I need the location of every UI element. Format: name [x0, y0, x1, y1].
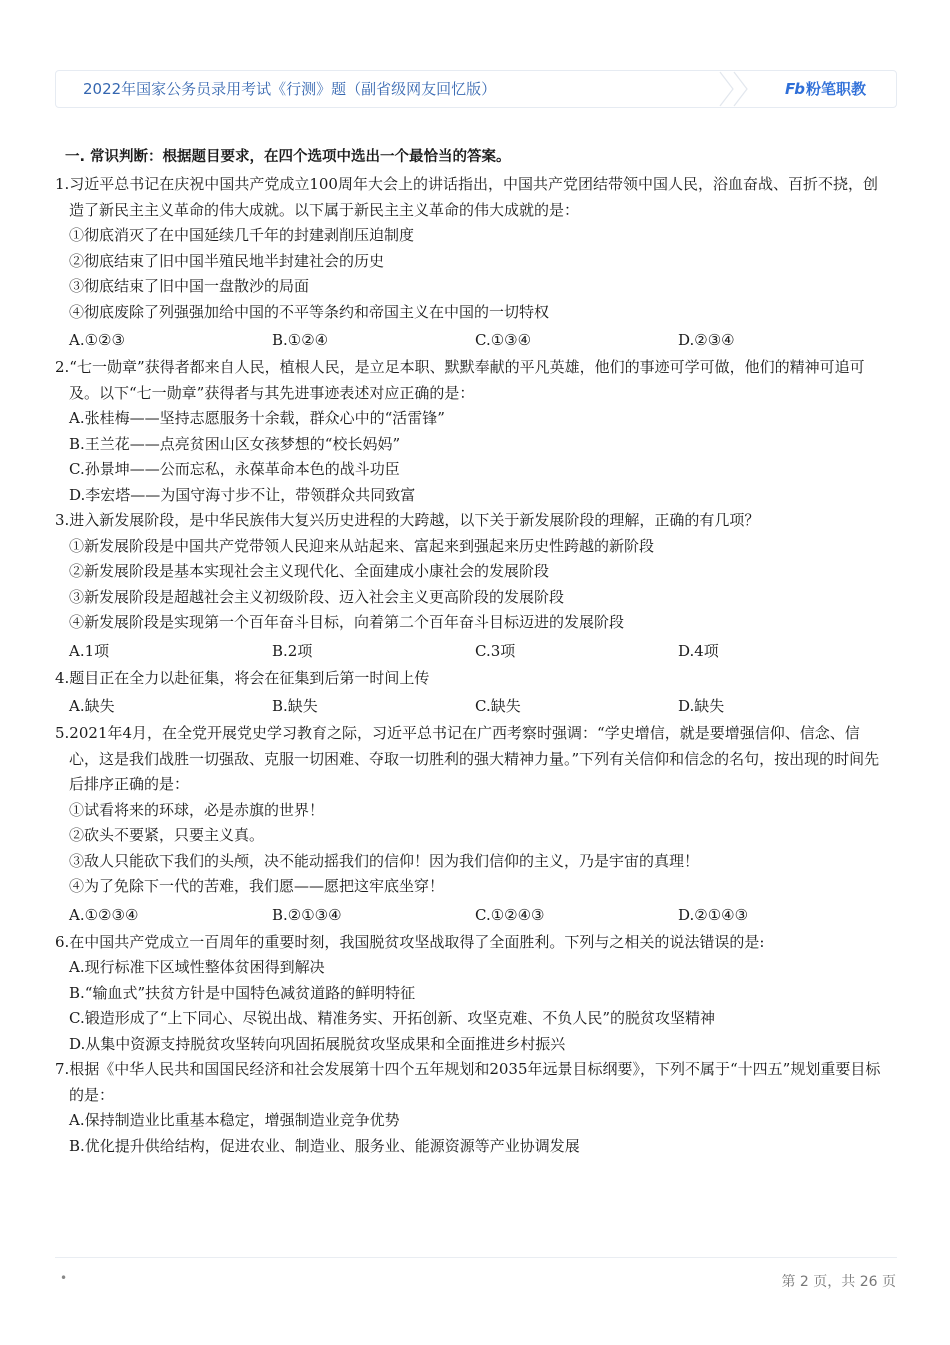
- question-3: [55, 508, 885, 666]
- brand-logo: [785, 71, 866, 107]
- question-6: [55, 930, 885, 1058]
- answer-option: A.①②③④: [69, 905, 139, 924]
- question-stem: 2.“七一勋章”获得者都来自人民，植根人民，是立足本职、默默奉献的平凡英雄，他们的事迹可学可做，他们的精神可追可及。以下“七一勋章”获得者与其先进事迹表述对应正确的是：: [55, 358, 865, 402]
- question-line: ④新发展阶段是实现第一个百年奋斗目标，向着第二个百年奋斗目标迈进的发展阶段: [69, 613, 625, 631]
- answer-option: A.1项: [69, 641, 110, 660]
- page-number: 第 2 页，共 26 页: [781, 1274, 896, 1290]
- answer-option: B.2项: [272, 641, 313, 660]
- answer-options: [55, 900, 885, 930]
- answer-option: C.3项: [475, 641, 516, 660]
- question-line: ③彻底结束了旧中国一盘散沙的局面: [69, 277, 310, 295]
- question-line: ①试看将来的环球，必是赤旗的世界！: [69, 800, 325, 819]
- question-line: D.李宏塔——为国守海寸步不让，带领群众共同致富: [69, 485, 416, 504]
- answer-option: B.②①③④: [272, 905, 342, 924]
- question-line: D.从集中资源支持脱贫攻坚转向巩固拓展脱贫攻坚成果和全面推进乡村振兴: [69, 1034, 566, 1053]
- answer-option: D.缺失: [678, 697, 725, 715]
- answer-options: [55, 691, 885, 721]
- answer-options: [55, 636, 885, 666]
- question-line: A.保持制造业比重基本稳定，增强制造业竞争优势: [69, 1111, 400, 1129]
- question-line: A.张桂梅——坚持志愿服务十余载，群众心中的“活雷锋”: [69, 409, 445, 427]
- question-line: B.“输血式”扶贫方针是中国特色减贫道路的鲜明特征: [69, 983, 416, 1002]
- answer-option: D.②①④③: [678, 905, 749, 924]
- footer-dot: •: [60, 1271, 68, 1285]
- question-stem: 3.进入新发展阶段，是中华民族伟大复兴历史进程的大跨越，以下关于新发展阶段的理解，正确的有几项？: [55, 511, 760, 529]
- answer-option: C.①②④③: [475, 905, 545, 924]
- document-body: [55, 146, 885, 1159]
- answer-option: B.缺失: [272, 697, 318, 715]
- answer-option: A.缺失: [69, 697, 115, 715]
- question-stem: 1.习近平总书记在庆祝中国共产党成立100周年大会上的讲话指出，中国共产党团结带领中国人民，浴血奋战、百折不挠，创造了新民主主义革命的伟大成就。以下属于新民主主义革命的伟大成就的是：: [55, 175, 878, 219]
- question-stem: 7.根据《中华人民共和国国民经济和社会发展第十四个五年规划和2035年远景目标纲要》，下列不属于“十四五”规划重要目标的是：: [55, 1060, 881, 1104]
- answer-options: [55, 325, 885, 355]
- answer-option: D.②③④: [678, 331, 735, 349]
- question-line: ①新发展阶段是中国共产党带领人民迎来从站起来、富起来到强起来历史性跨越的新阶段: [69, 536, 655, 555]
- answer-option: D.4项: [678, 641, 719, 660]
- answer-option: A.①②③: [69, 331, 125, 349]
- section-title: 一. 常识判断：根据题目要求，在四个选项中选出一个最恰当的答案。: [65, 149, 511, 165]
- question-line: C.锻造形成了“上下同心、尽锐出战、精准务实、开拓创新、攻坚克难、不负人民”的脱贫攻坚精神: [69, 1009, 716, 1027]
- logo-text: 粉笔职教: [805, 80, 866, 98]
- question-line: ①彻底消灭了在中国延续几千年的封建剥削压迫制度: [69, 226, 415, 244]
- question-stem: 6.在中国共产党成立一百周年的重要时刻，我国脱贫攻坚战取得了全面胜利。下列与之相关的说法错误的是:: [55, 932, 765, 951]
- document-title: 2022年国家公务员录用考试《行测》题（副省级网友回忆版）: [83, 80, 497, 98]
- footer-divider: [55, 1257, 897, 1258]
- question-line: ③新发展阶段是超越社会主义初级阶段、迈入社会主义更高阶段的发展阶段: [69, 587, 565, 606]
- question-stem: 4.题目正在全力以赴征集，将会在征集到后第一时间上传: [55, 668, 430, 687]
- question-line: B.王兰花——点亮贫困山区女孩梦想的“校长妈妈”: [69, 434, 401, 453]
- question-line: C.孙景坤——公而忘私，永葆革命本色的战斗功臣: [69, 460, 400, 478]
- document-header: [55, 70, 897, 108]
- question-line: A.现行标准下区域性整体贫困得到解决: [69, 958, 325, 976]
- answer-option: C.①③④: [475, 331, 532, 349]
- question-list: [55, 172, 885, 1159]
- answer-option: C.缺失: [475, 697, 521, 715]
- question-5: [55, 721, 885, 930]
- question-stem: 5.2021年4月，在全党开展党史学习教育之际，习近平总书记在广西考察时强调：“学史增信，就是要增强信仰、信念、信心，这是我们战胜一切强敌、克服一切困难、夺取一切胜利的强大精神力量。”下列有关信仰和信念的名句，按出现的时间先后排序正确的是：: [55, 724, 880, 793]
- question-line: ②新发展阶段是基本实现社会主义现代化、全面建成小康社会的发展阶段: [69, 562, 550, 580]
- question-line: ②砍头不要紧，只要主义真。: [69, 826, 265, 844]
- logo-mark: Fb: [785, 80, 804, 98]
- question-4: [55, 666, 885, 722]
- question-line: ②彻底结束了旧中国半殖民地半封建社会的历史: [69, 251, 385, 270]
- question-7: [55, 1057, 885, 1159]
- chevron-right-icon: [730, 71, 750, 107]
- question-line: ④彻底废除了列强强加给中国的不平等条约和帝国主义在中国的一切特权: [69, 302, 550, 321]
- answer-option: B.①②④: [272, 331, 329, 349]
- question-line: ④为了免除下一代的苦难，我们愿——愿把这牢底坐穿！: [69, 877, 445, 895]
- question-line: B.优化提升供给结构，促进农业、制造业、服务业、能源资源等产业协调发展: [69, 1136, 580, 1155]
- question-1: [55, 172, 885, 355]
- question-2: [55, 355, 885, 508]
- question-line: ③敌人只能砍下我们的头颅，决不能动摇我们的信仰！因为我们信仰的主义，乃是宇宙的真理！: [69, 851, 700, 870]
